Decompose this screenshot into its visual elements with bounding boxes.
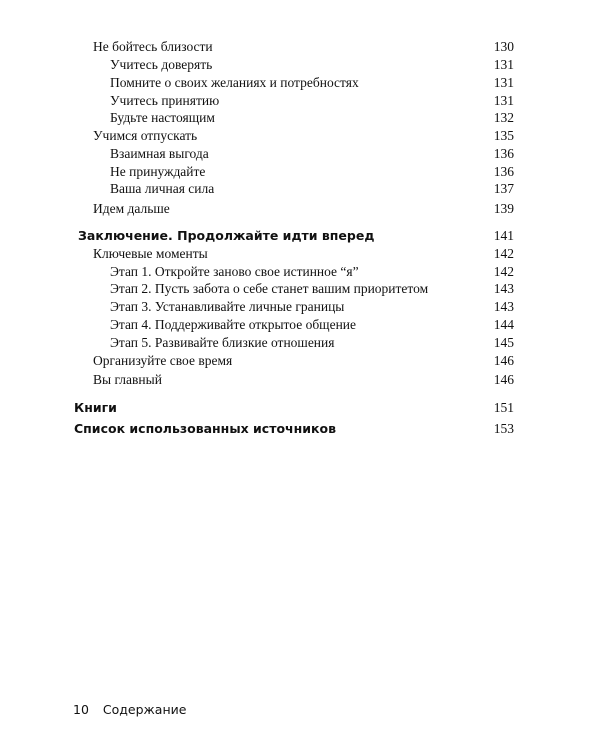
running-head-title: Содержание — [102, 702, 187, 717]
toc-chapter — [74, 421, 514, 439]
toc-entry-page: 130 — [493, 39, 514, 54]
toc-entry-title: Этап 4. Поддерживайте открытое общение — [110, 317, 357, 332]
toc-entry — [110, 299, 514, 317]
toc-entry-page: 143 — [493, 281, 514, 296]
toc-chapter-page: 151 — [493, 400, 514, 415]
toc-entry-title: Идем дальше — [93, 201, 170, 216]
toc-entry-title: Учимся отпускать — [93, 128, 198, 143]
toc-entry-page: 131 — [493, 93, 514, 108]
toc-entry-title: Ключевые моменты — [93, 246, 208, 261]
toc-entry-title: Взаимная выгода — [110, 146, 209, 161]
toc-entry — [110, 146, 514, 164]
toc-chapter — [78, 228, 514, 246]
toc-chapter-title: Список использованных источников — [74, 421, 336, 436]
page-number: 10 — [73, 702, 89, 717]
toc-entry — [110, 181, 514, 199]
toc-entry — [110, 93, 514, 111]
toc-entry — [110, 335, 514, 353]
toc-entry-page: 135 — [493, 128, 514, 143]
toc-entry — [93, 353, 514, 371]
toc-entry — [93, 246, 514, 264]
toc-entry-title: Этап 1. Откройте заново свое истинное “я” — [110, 264, 359, 279]
toc-entry-page: 144 — [493, 317, 514, 332]
toc-chapter-page: 141 — [493, 228, 514, 243]
toc-entry-page: 137 — [493, 181, 514, 196]
toc-entry-title: Этап 5. Развивайте близкие отношения — [110, 335, 335, 350]
toc-entry-title: Учитесь доверять — [110, 57, 213, 72]
toc-entry-title: Ваша личная сила — [110, 181, 215, 196]
toc-entry-title: Этап 2. Пусть забота о себе станет вашим приоритетом — [110, 281, 429, 296]
toc-entry-title: Учитесь принятию — [110, 93, 220, 108]
toc-chapter-page: 153 — [493, 421, 514, 436]
toc-entry-title: Вы главный — [93, 372, 162, 387]
toc-entry-title: Не принуждайте — [110, 164, 206, 179]
toc-entry-page: 132 — [493, 110, 514, 125]
toc-entry — [110, 164, 514, 182]
toc-entry — [110, 57, 514, 75]
toc-entry-page: 131 — [493, 57, 514, 72]
page-footer — [73, 702, 186, 717]
toc-entry — [110, 110, 514, 128]
toc-entry-title: Помните о своих желаниях и потребностях — [110, 75, 359, 90]
toc-entry-page: 146 — [493, 353, 514, 368]
toc-chapter-title: Заключение. Продолжайте идти вперед — [78, 228, 375, 243]
toc-entry-page: 142 — [493, 246, 514, 261]
toc-entry-page: 136 — [493, 164, 514, 179]
toc-entry — [110, 281, 514, 299]
toc-entry — [110, 317, 514, 335]
toc-entry-title: Организуйте свое время — [93, 353, 233, 368]
toc-entry-page: 139 — [493, 201, 514, 216]
toc-entry — [110, 75, 514, 93]
toc-entry-page: 131 — [493, 75, 514, 90]
toc-entry-title: Не бойтесь близости — [93, 39, 213, 54]
toc-entry — [93, 39, 514, 57]
toc-entry — [93, 372, 514, 390]
toc-entry-page: 146 — [493, 372, 514, 387]
toc-entry — [93, 128, 514, 146]
toc-entry — [110, 264, 514, 282]
toc-chapter — [74, 400, 514, 418]
toc-entry-page: 136 — [493, 146, 514, 161]
toc-entry-page: 143 — [493, 299, 514, 314]
toc-chapter-title: Книги — [74, 400, 117, 415]
toc-entry-title: Будьте настоящим — [110, 110, 215, 125]
toc-entry-page: 142 — [493, 264, 514, 279]
toc-entry-page: 145 — [493, 335, 514, 350]
toc-entry-title: Этап 3. Устанавливайте личные границы — [110, 299, 345, 314]
toc-entry — [93, 201, 514, 219]
